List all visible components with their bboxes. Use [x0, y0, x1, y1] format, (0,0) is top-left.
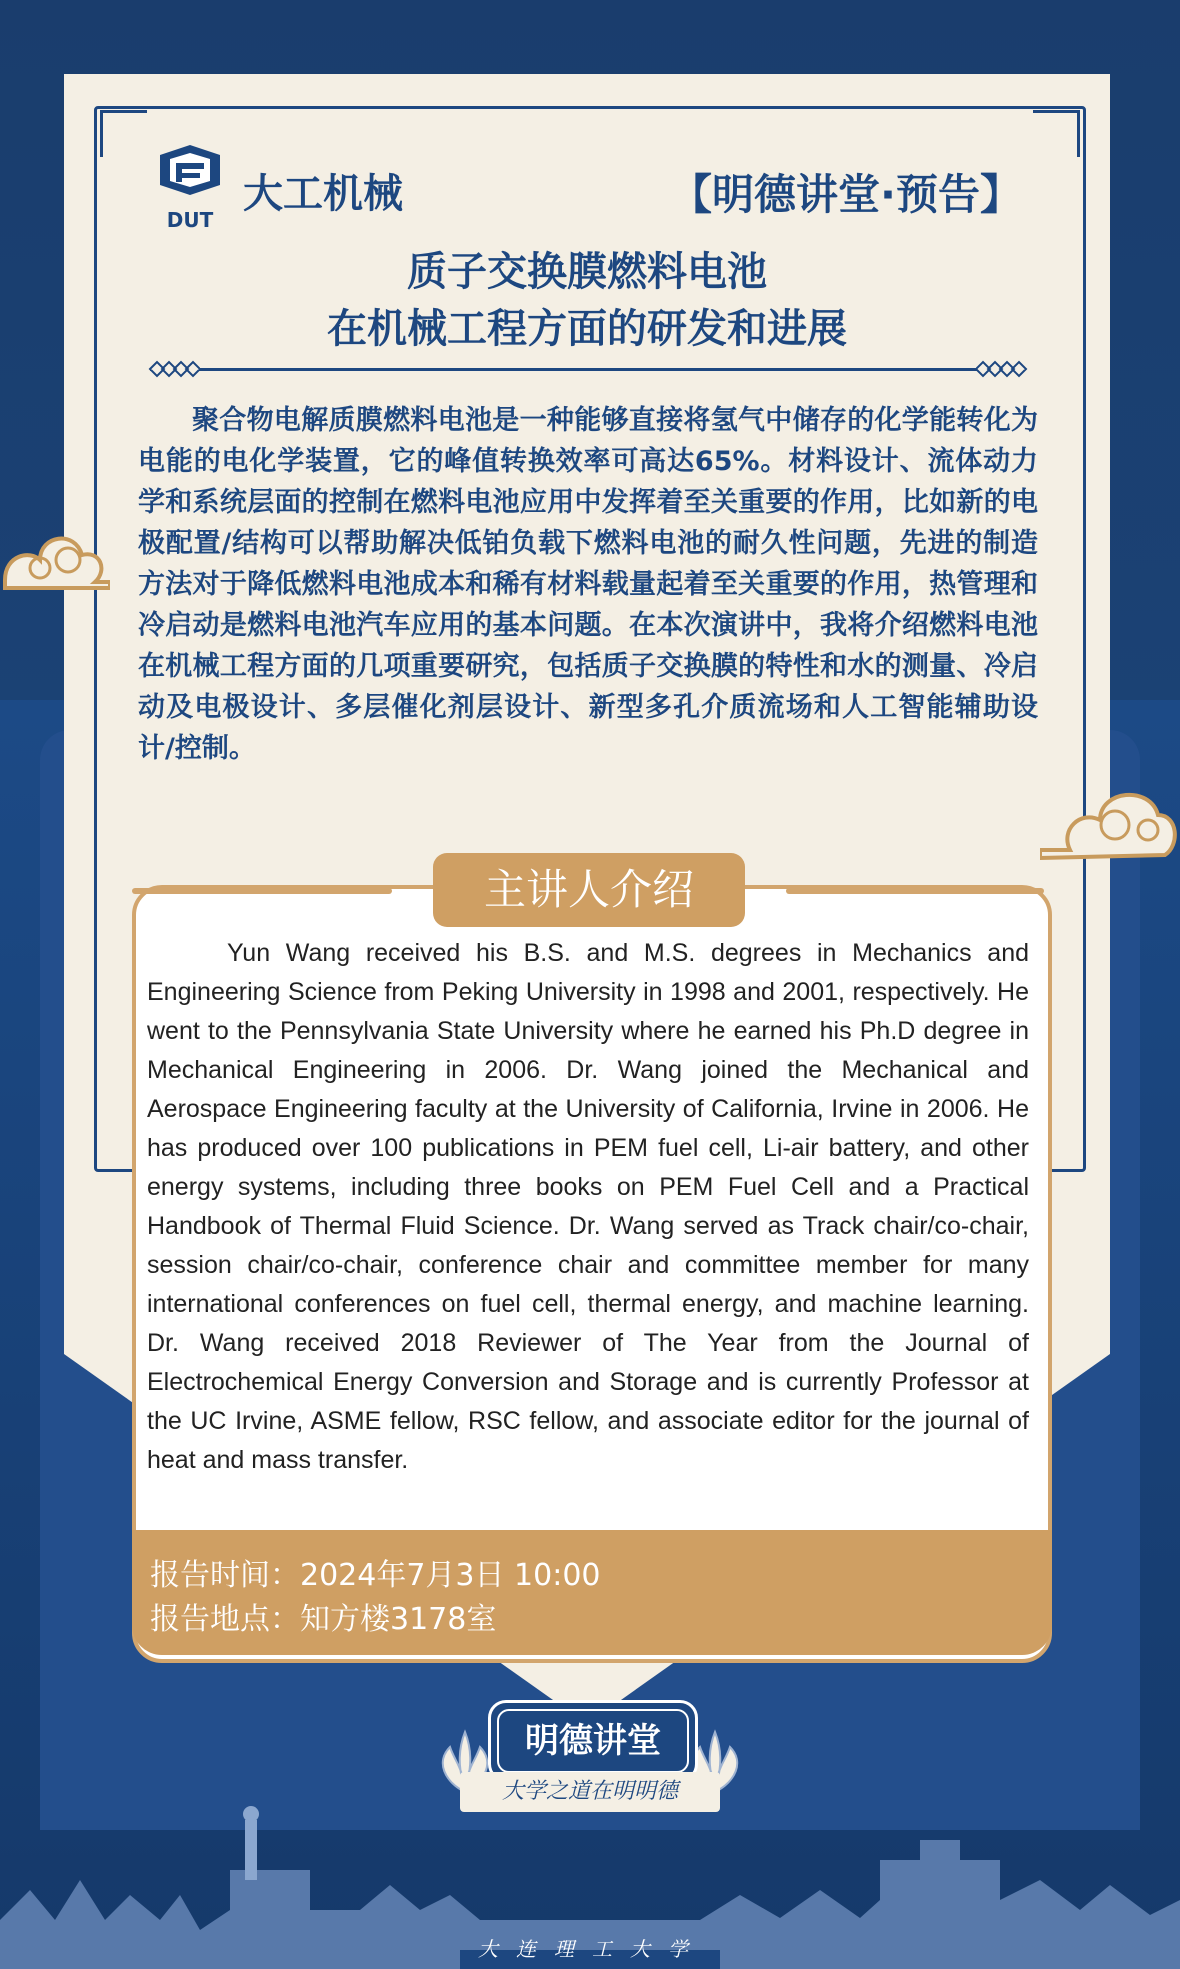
- title-divider: [150, 368, 1020, 371]
- talk-abstract: 聚合物电解质膜燃料电池是一种能够直接将氢气中储存的化学能转化为电能的电化学装置，它的峰值转换效率可高达65%。材料设计、流体动力学和系统层面的控制在燃料电池应用中发挥着至关重要的作用，比如新的电极配置/结构可以帮助解决低铂负载下燃料电池的耐久性问题，先进的制造方法对于降低燃料电池成本和稀有材料载量起着至关重要的作用，热管理和冷启动是燃料电池汽车应用的基本问题。在本次演讲中，我将介绍燃料电池在机械工程方面的几项重要研究，包括质子交换膜的特性和水的测量、冷启动及电极设计、多层催化剂层设计、新型多孔介质流场和人工智能辅助设计/控制。: [138, 405, 1038, 764]
- dut-logo: [150, 145, 230, 235]
- lecture-badge: [488, 1700, 698, 1782]
- motto: 大学之道在明明德: [460, 1772, 720, 1812]
- speaker-heading: 主讲人介绍: [433, 853, 745, 927]
- footer-inscription: 大连理工大学: [478, 1937, 706, 1961]
- logo-text: DUT: [166, 208, 214, 232]
- series-title: 【明德讲堂·预告】: [670, 170, 1022, 219]
- diamond-ornament-icon: [146, 358, 200, 380]
- badge-label: 明德讲堂: [497, 1709, 689, 1773]
- talk-title-line2: 在机械工程方面的研发和进展: [327, 306, 847, 352]
- cloud-ornament-icon: [0, 520, 110, 610]
- event-place: 报告地点：知方楼3178室: [150, 1602, 497, 1637]
- brand-name: 大工机械: [243, 171, 403, 217]
- event-time: 报告时间：2024年7月3日 10:00: [150, 1558, 601, 1593]
- talk-title-line1: 质子交换膜燃料电池: [407, 249, 767, 295]
- cloud-ornament-icon: [1040, 770, 1180, 880]
- heading-rule: [786, 888, 1044, 894]
- diamond-ornament-icon: [976, 358, 1030, 380]
- heading-rule: [132, 888, 392, 894]
- speaker-bio: Yun Wang received his B.S. and M.S. degrees in Mechanics and Engineering Science from Peking University in 1998 and 2001, respectively. He went to the Pennsylvania State University where he earned his Ph.D degree in Mechanical Engineering in 2006. Dr. Wang joined the Mechanical and Aerospace Engineering faculty at the University of California, Irvine in 2006. He has produced over 100 publications in PEM fuel cell, Li-air battery, and other energy systems, including three books on PEM Fuel Cell and a Practical Handbook of Thermal Fluid Science. Dr. Wang served as Track chair/co-chair, session chair/co-chair, conference chair and committee member for many international conferences on fuel cell, thermal energy, and machine learning. Dr. Wang received 2018 Reviewer of The Year from the Journal of Electrochemical Energy Conversion and Storage and is currently Professor at the UC Irvine, ASME fellow, RSC fellow, and associate editor for the journal of heat and mass transfer.: [147, 939, 1029, 1474]
- frame-corner-icon: [100, 110, 147, 157]
- frame-corner-icon: [1033, 110, 1080, 157]
